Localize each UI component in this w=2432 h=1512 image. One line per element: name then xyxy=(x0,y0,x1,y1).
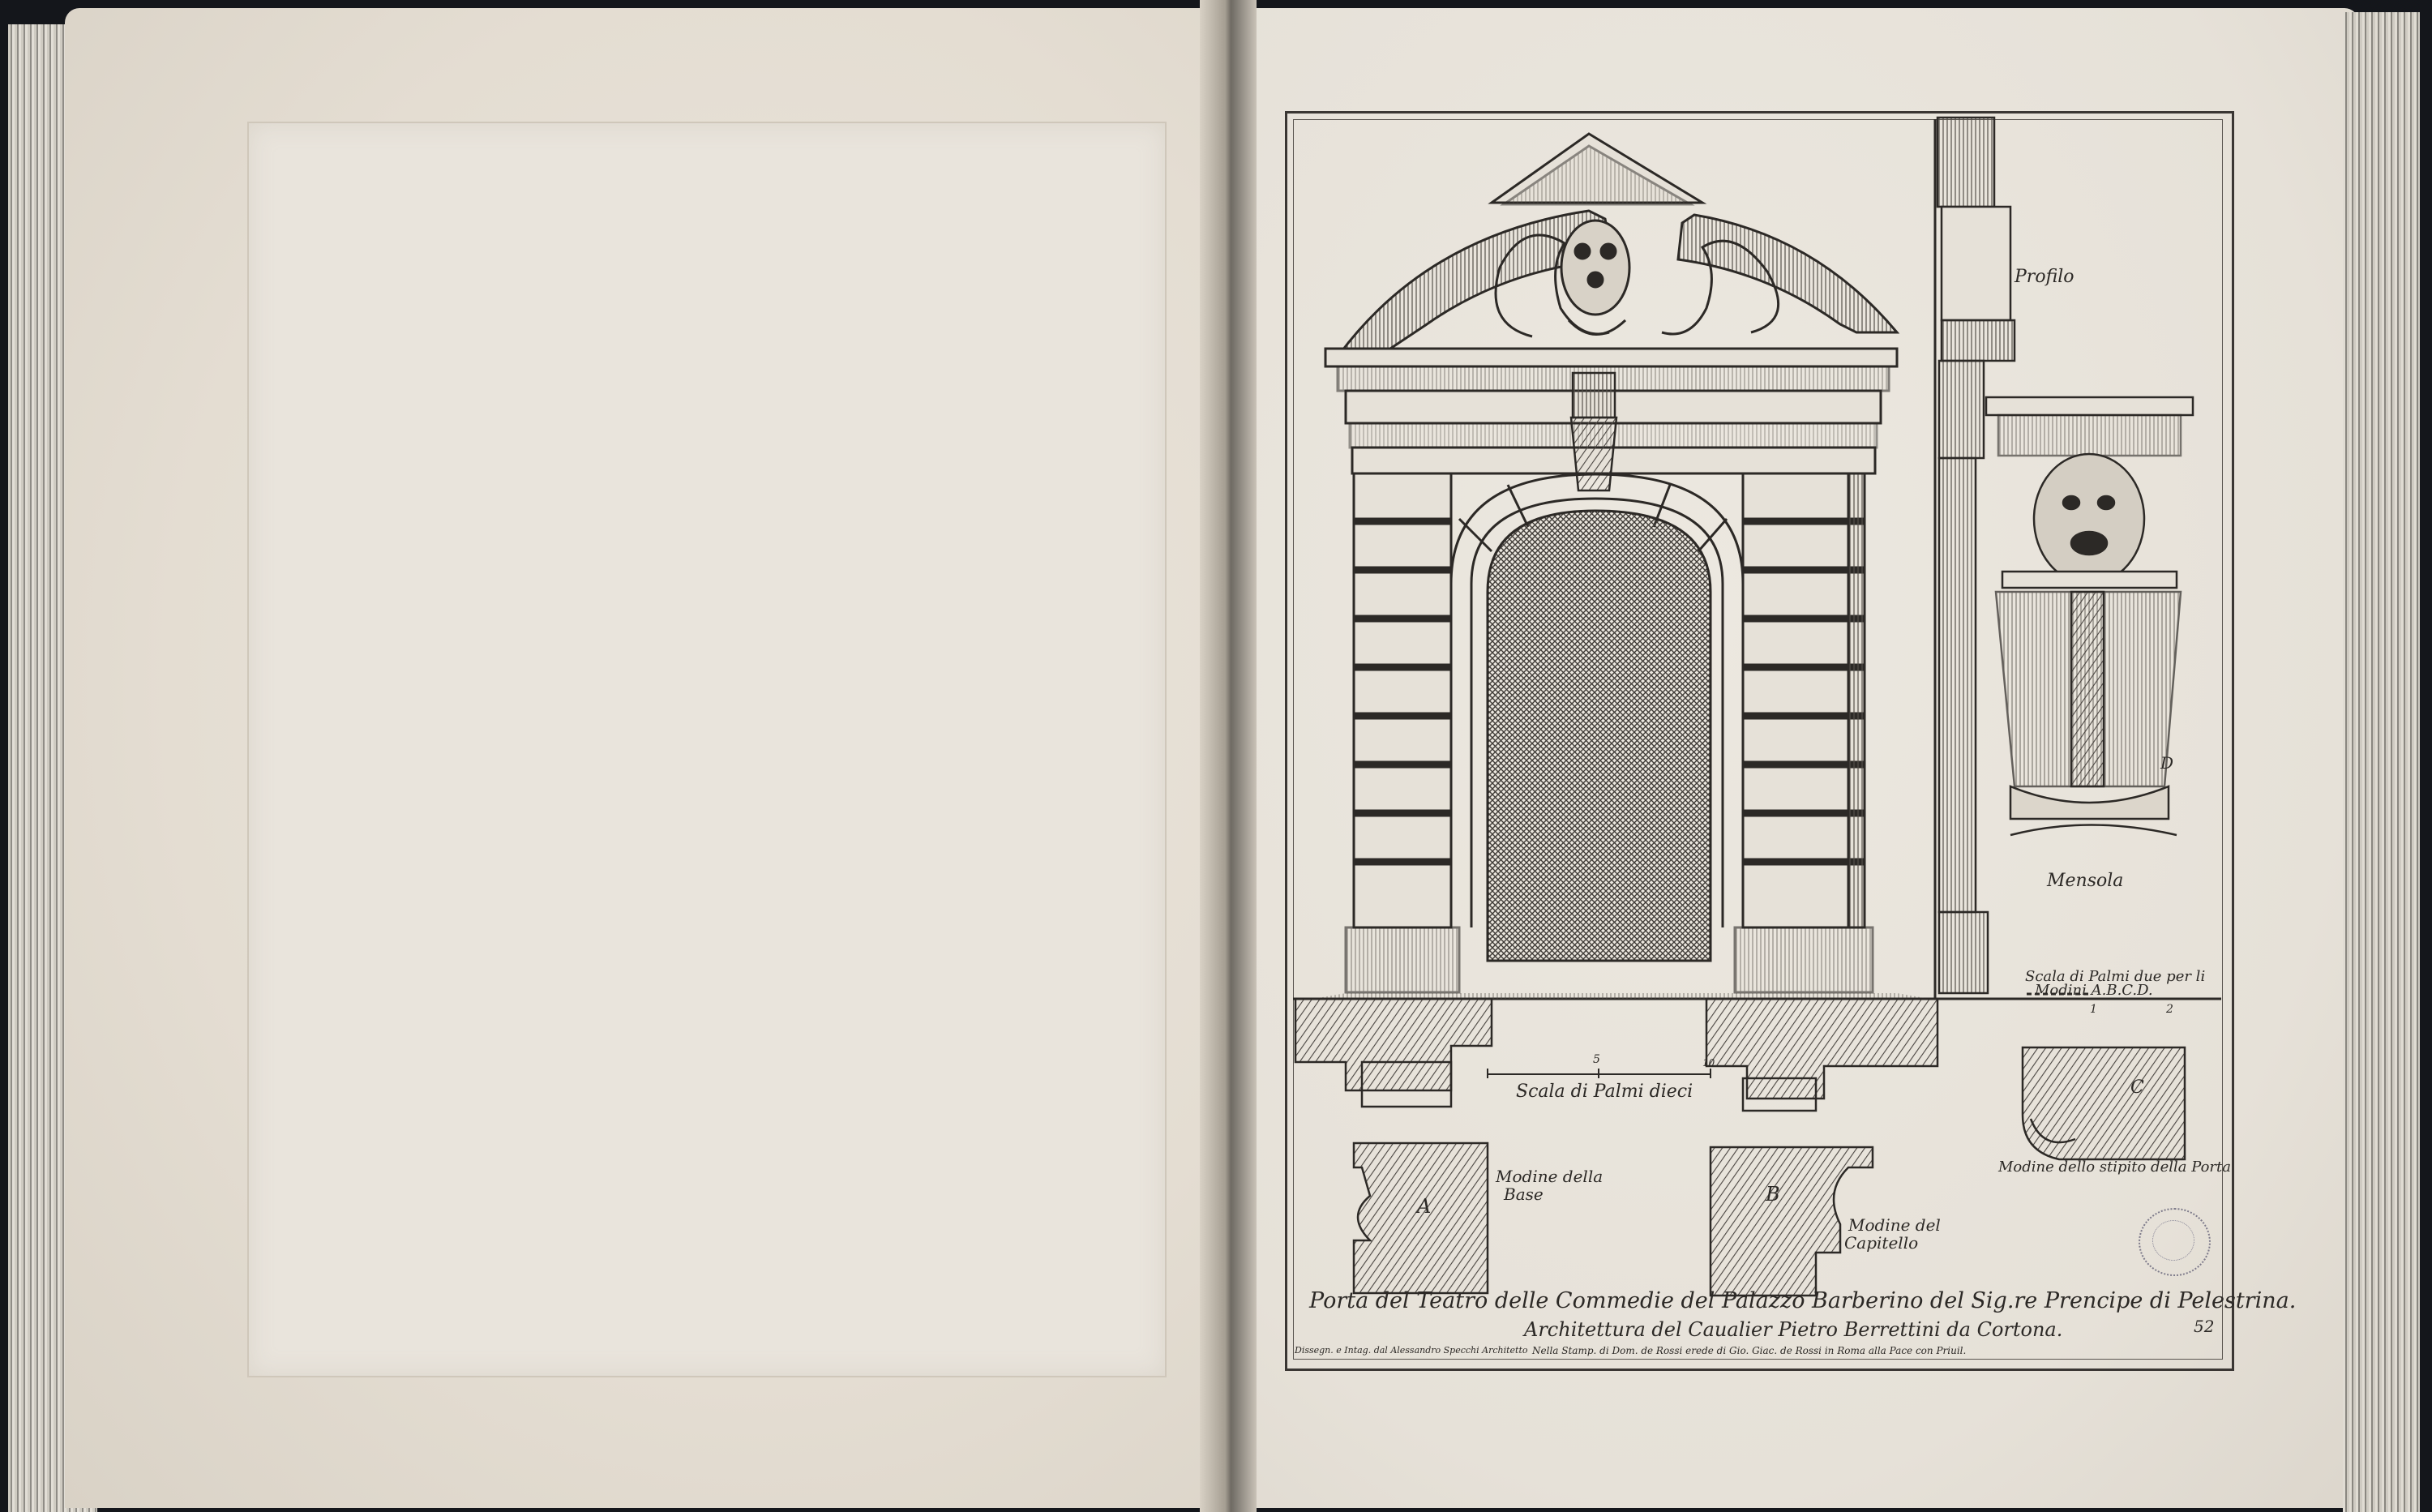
plate-credit-left: Dissegn. e Intag. dal Alessandro Specchi Architetto xyxy=(1295,1345,1528,1356)
left-pilaster xyxy=(1346,473,1459,992)
label-profilo: Profilo xyxy=(2015,267,2074,287)
label-scale-5: 5 xyxy=(1593,1053,1600,1066)
label-scala-due-1: Scala di Palmi due per li xyxy=(2025,968,2206,985)
label-modine-capitello-1: Modine del xyxy=(1848,1215,1941,1235)
label-letter-c: C xyxy=(2130,1077,2144,1098)
label-modine-stipito: Modine dello stipito della Porta xyxy=(1998,1159,2231,1176)
right-pilaster xyxy=(1735,473,1873,992)
label-scale-10: 10 xyxy=(1702,1057,1715,1069)
label-letter-a: A xyxy=(1417,1195,1432,1218)
label-scale2-1: 1 xyxy=(2090,1003,2097,1016)
plate-credit-center: Nella Stamp. di Dom. de Rossi erede di Gio. Giac. de Rossi in Roma alla Pace con Priuil. xyxy=(1532,1345,1967,1356)
label-scale2-2: 2 xyxy=(2166,1003,2173,1016)
label-modine-capitello-2: Capitello xyxy=(1844,1233,1919,1253)
plate-subtitle: Architettura del Caualier Pietro Berrettini da Cortona. xyxy=(1524,1318,2063,1341)
moulding-c xyxy=(2023,1047,2185,1159)
plan-section-left xyxy=(1295,999,1492,1107)
plate-title: Porta del Teatro delle Commedie del Palazzo Barberino del Sig.re Prencipe di Pelestrina. xyxy=(1309,1288,2297,1313)
label-scala-dieci: Scala di Palmi dieci xyxy=(1516,1082,1693,1102)
library-stamp-inner xyxy=(2152,1220,2194,1261)
label-mensola: Mensola xyxy=(2047,871,2124,891)
label-modine-base-2: Base xyxy=(1504,1184,1544,1204)
keystone-mask xyxy=(1571,373,1616,490)
label-scala-due-2: Modini A.B.C.D. xyxy=(2035,982,2153,999)
label-modine-base-1: Modine della xyxy=(1496,1167,1603,1186)
moulding-a xyxy=(1354,1143,1488,1293)
plate-page-number: 52 xyxy=(2194,1317,2215,1336)
door-opening xyxy=(1488,511,1711,961)
label-letter-d: D xyxy=(2160,753,2174,773)
plan-section-right xyxy=(1706,999,1937,1111)
label-letter-b: B xyxy=(1766,1183,1780,1206)
scale-bar-ten-palmi xyxy=(1488,1069,1711,1078)
profile-section xyxy=(1937,118,2015,993)
